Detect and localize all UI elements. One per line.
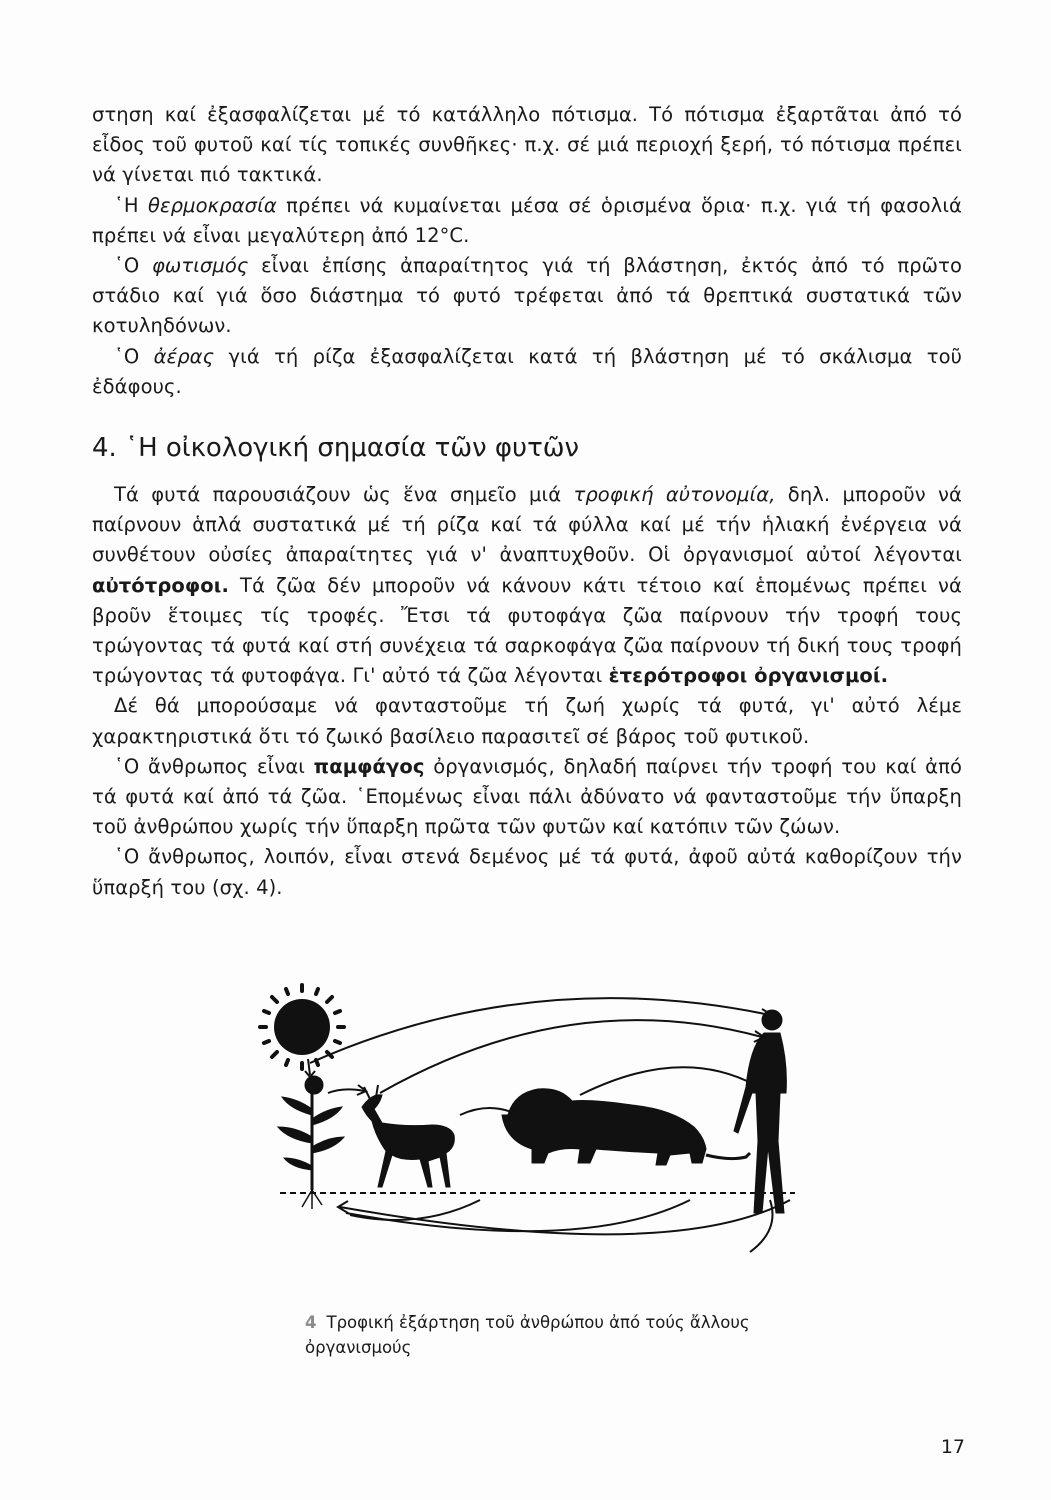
human-icon	[734, 1010, 786, 1213]
lion-icon	[502, 1089, 750, 1165]
figure-number: 4	[305, 1313, 317, 1332]
term-air: ἀέρας	[153, 344, 215, 368]
term-autotrophs: αὐτότροφοι.	[92, 573, 229, 597]
figure-caption-text: Τροφική ἐξάρτηση τοῦ ἀνθρώπου ἀπό τούς ἄλλους ὀργανισμούς	[305, 1313, 750, 1357]
paragraph-air: ῾Ο ἀέρας γιά τή ρίζα ἐξασφαλίζεται κατά τή βλάστηση μέ τό σκάλισμα τοῦ ἐδάφους.	[92, 344, 962, 398]
food-chain-illustration	[250, 975, 810, 1275]
paragraph-omnivore: ῾Ο ἄνθρωπος εἶναι παμφάγος ὀργανισμός, δηλαδή παίρνει τήν τροφή του καί ἀπό τά φυτά καί ἀπό τά ζῶα. ῾Επομένως εἶναι πάλι ἀδύνατο νά φανταστοῦμε τήν ὕπαρξη τοῦ ἀνθρώπου χωρίς τήν ὕπαρξη πρῶτα τῶν φυτῶν καί κατόπιν τῶν ζώων.	[92, 754, 962, 839]
term-temperature: θερμοκρασία	[147, 193, 277, 217]
deer-icon	[362, 1085, 454, 1187]
figure-caption	[305, 1310, 825, 1360]
paragraph-autotrophs: Τά φυτά παρουσιάζουν ὡς ἕνα σημεῖο μιά τροφική αὐτονομία, δηλ. μποροῦν νά παίρνουν ἁπλά συστατικά μέ τή ρίζα καί τά φύλλα καί μέ τήν ἡλιακή ἐνέργεια νά συνθέτουν οὐσίες ἀπαραίτητες γιά ν' ἀναπτυχθοῦν. Οἱ ὀργανισμοί αὐτοί λέγονται αὐτότροφοι. Τά ζῶα δέν μποροῦν νά κάνουν κάτι τέτοιο καί ἑπομένως πρέπει νά βροῦν ἕτοιμες τίς τροφές. Ἔτσι τά φυτοφάγα ζῶα παίρνουν τήν τροφή τους τρώγοντας τά φυτά καί στή συνέχεια τά σαρκοφάγα ζῶα παίρνουν τή δική τους τροφή τρώγοντας τά φυτοφάγα. Γι' αὐτό τά ζῶα λέγονται ἑτερότροφοι ὀργανισμοί.	[92, 483, 962, 688]
paragraph-temperature: ῾Η θερμοκρασία πρέπει νά κυμαίνεται μέσα σέ ὁρισμένα ὅρια· π.χ. γιά τή φασολιά πρέπει νά εἶναι μεγαλύτερη ἀπό 12°C.	[92, 193, 962, 247]
decomposition-arrows	[338, 1200, 790, 1252]
paragraph-watering: στηση καί ἐξασφαλίζεται μέ τό κατάλληλο πότισμα. Τό πότισμα ἐξαρτᾶται ἀπό τό εἶδος τοῦ φυτοῦ καί τίς τοπικές συνθῆκες· π.χ. σέ μιά περιοχή ξερή, τό πότισμα πρέπει νά γίνεται πιό τακτικά.	[92, 103, 962, 187]
section-text	[92, 480, 962, 903]
intro-text	[92, 100, 962, 402]
paragraph-kingdom: Δέ θά μπορούσαμε νά φανταστοῦμε τή ζωή χωρίς τά φυτά, γι' αὐτό λέμε χαρακτηριστικά ὅτι τό ζωικό βασίλειο παρασιτεῖ σέ βάρος τοῦ φυτικοῦ.	[92, 694, 962, 748]
paragraph-light: ῾Ο φωτισμός εἶναι ἐπίσης ἀπαραίτητος γιά τή βλάστηση, ἐκτός ἀπό τό πρῶτο στάδιο καί γιά ὅσο διάστημα τό φυτό τρέφεται ἀπό τά θρεπτικά συστατικά τῶν κοτυληδόνων.	[92, 254, 962, 338]
term-omnivore: παμφάγος	[313, 754, 425, 778]
paragraph-conclusion: ῾Ο ἄνθρωπος, λοιπόν, εἶναι στενά δεμένος μέ τά φυτά, ἀφοῦ αὐτά καθορίζουν τήν ὕπαρξή του (σχ. 4).	[92, 845, 962, 899]
term-heterotrophs: ἑτερότροφοι ὀργανισμοί.	[608, 664, 889, 688]
plant-icon	[278, 1076, 344, 1209]
term-trophic-autonomy: τροφική αὐτονομία,	[573, 483, 776, 506]
sun-icon	[260, 985, 344, 1069]
section-heading: 4. ῾Η οἰκολογική σημασία τῶν φυτῶν	[92, 433, 580, 463]
term-light: φωτισμός	[151, 254, 249, 278]
page-number: 17	[940, 1436, 965, 1458]
